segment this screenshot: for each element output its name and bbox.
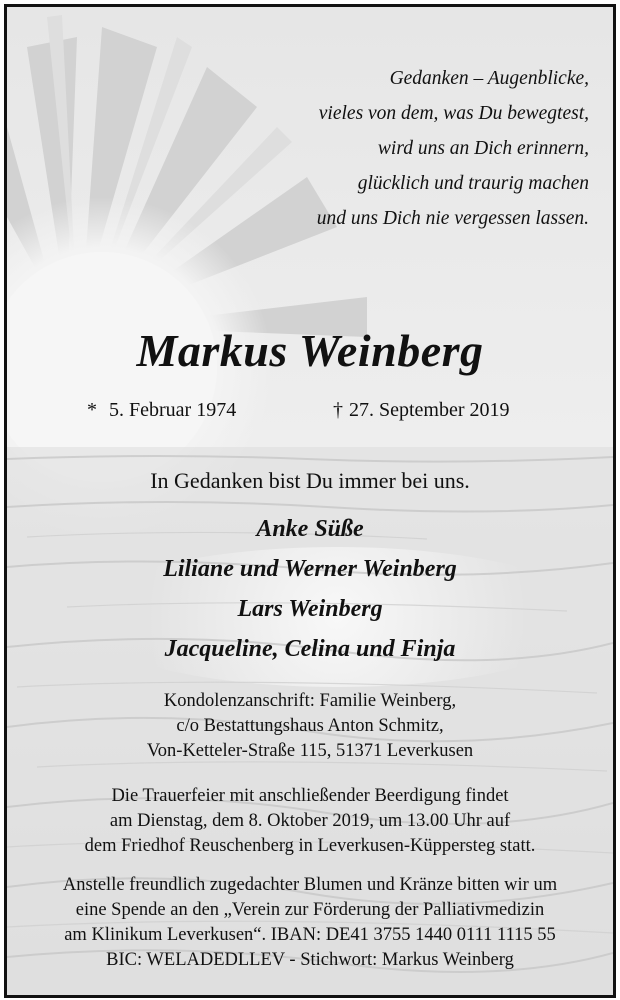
address-line: Kondolenzanschrift: Familie Weinberg, xyxy=(163,691,457,711)
service-line: am Dienstag, dem 8. Oktober 2019, um 13.00 Uhr auf xyxy=(109,811,511,831)
birth-info xyxy=(87,397,236,423)
condolence-address xyxy=(7,689,613,764)
mourner-name: Liliane und Werner Weinberg xyxy=(163,556,457,582)
deceased-name: Markus Weinberg xyxy=(136,325,484,376)
obituary-frame xyxy=(4,4,616,998)
mourner-name: Anke Süße xyxy=(256,516,364,542)
address-line: Von-Ketteler-Straße 115, 51371 Leverkusen xyxy=(146,741,474,761)
donation-line: eine Spende an den „Verein zur Förderung der Palliativmedizin xyxy=(75,900,545,920)
poem-line: und uns Dich nie vergessen lassen. xyxy=(316,208,589,229)
mourner-name: Jacqueline, Celina und Finja xyxy=(164,636,456,662)
funeral-service-info xyxy=(7,784,613,859)
death-info xyxy=(333,397,510,423)
death-date: 27. September 2019 xyxy=(349,399,510,421)
donation-line: am Klinikum Leverkusen“. IBAN: DE41 3755 1440 0111 1115 55 xyxy=(64,925,556,945)
death-cross-icon: † xyxy=(333,399,343,421)
service-line: dem Friedhof Reuschenberg in Leverkusen-Küppersteg statt. xyxy=(84,836,536,856)
mourner-name: Lars Weinberg xyxy=(237,596,383,622)
poem-line: wird uns an Dich erinnern, xyxy=(377,138,589,159)
donation-line: BIC: WELADEDLLEV - Stichwort: Markus Weinberg xyxy=(106,950,514,970)
motto: In Gedanken bist Du immer bei uns. xyxy=(150,468,470,493)
service-line: Die Trauerfeier mit anschließender Beerdigung findet xyxy=(111,786,509,806)
poem-line: vieles von dem, was Du bewegtest, xyxy=(318,103,589,124)
obituary-content xyxy=(7,7,613,995)
birth-star-icon: * xyxy=(87,399,97,421)
address-line: c/o Bestattungshaus Anton Schmitz, xyxy=(176,716,444,736)
poem-line: Gedanken – Augenblicke, xyxy=(389,68,589,89)
donation-line: Anstelle freundlich zugedachter Blumen und Kränze bitten wir um xyxy=(62,875,558,895)
poem-line: glücklich und traurig machen xyxy=(357,173,589,194)
poem xyxy=(317,61,589,236)
mourners-list xyxy=(7,509,613,669)
birth-date: 5. Februar 1974 xyxy=(109,399,237,421)
donation-info xyxy=(7,873,613,973)
